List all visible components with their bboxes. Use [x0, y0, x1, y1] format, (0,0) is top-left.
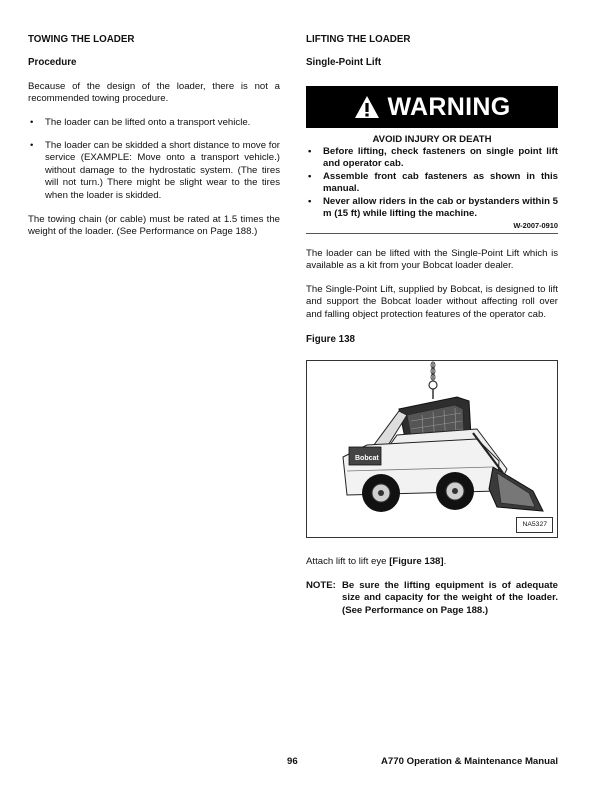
warning-item: • Assemble front cab fasteners as shown in this manual.: [306, 171, 558, 196]
warning-banner: [306, 86, 558, 128]
warning-list: [306, 146, 558, 220]
towing-bullets: [28, 117, 280, 202]
lift-para-2: The Single-Point Lift, supplied by Bobcat, is designed to lift and support the Bobcat loader without affecting roll over and falling object protection features of the operator cab.: [306, 283, 558, 320]
lifting-heading: LIFTING THE LOADER: [306, 34, 411, 45]
note-block: [306, 580, 558, 617]
attach-end: .: [443, 556, 447, 567]
wheel-front: [436, 472, 474, 510]
loader-illustration: [307, 361, 557, 537]
right-column-top: [306, 34, 558, 70]
warning-item: • Never allow riders in the cab or bystanders within 5 m (15 ft) while lifting the machine.: [306, 196, 558, 221]
left-column: [28, 34, 280, 239]
towing-intro: Because of the design of the loader, there is not a recommended towing procedure.: [28, 80, 280, 105]
figure-138: [306, 360, 558, 538]
single-point-subheading: Single-Point Lift: [306, 57, 382, 69]
attach-line: [306, 556, 558, 568]
figure-reference: [Figure 138]: [389, 556, 444, 567]
manual-title: A770 Operation & Maintenance Manual: [381, 756, 558, 767]
page-number: 96: [287, 756, 298, 767]
towing-bullet: • The loader can be lifted onto a transport vehicle.: [28, 117, 280, 129]
note-text: Be sure the lifting equipment is of adequate size and capacity for the weight of the loader. (See Performance on Page 188.): [342, 580, 558, 616]
wheel-rear: [362, 474, 400, 512]
towing-heading: TOWING THE LOADER: [28, 34, 135, 45]
warning-triangle-icon: [354, 95, 380, 119]
divider: [306, 233, 558, 234]
warning-banner-text: WARNING: [387, 92, 511, 121]
right-column-body: [306, 248, 558, 346]
note-label: NOTE:: [306, 580, 336, 591]
figure-title: Figure 138: [306, 334, 356, 346]
warning-code: W-2007-0910: [513, 221, 558, 230]
figure-brand: Bobcat: [355, 455, 379, 462]
warning-title: AVOID INJURY OR DEATH: [372, 134, 492, 145]
towing-chain-text: The towing chain (or cable) must be rated at 1.5 times the weight of the loader. (See Performance on Page 188.): [28, 214, 280, 238]
procedure-subheading: Procedure: [28, 57, 77, 69]
attach-text: Attach lift to lift eye: [306, 556, 390, 567]
warning-item: • Before lifting, check fasteners on single point lift and operator cab.: [306, 146, 558, 171]
figure-code: NA5327: [516, 517, 553, 533]
towing-bullet: • The loader can be skidded a short distance to move for service (EXAMPLE: Move onto a transport vehicle.) without damage to the hydrostatic system. (The tires will not turn.) There might be slight wear to the tires when the loader is skidded.: [28, 140, 280, 202]
lift-para-1: The loader can be lifted with the Single-Point Lift which is available as a kit from your Bobcat loader dealer.: [306, 248, 558, 272]
